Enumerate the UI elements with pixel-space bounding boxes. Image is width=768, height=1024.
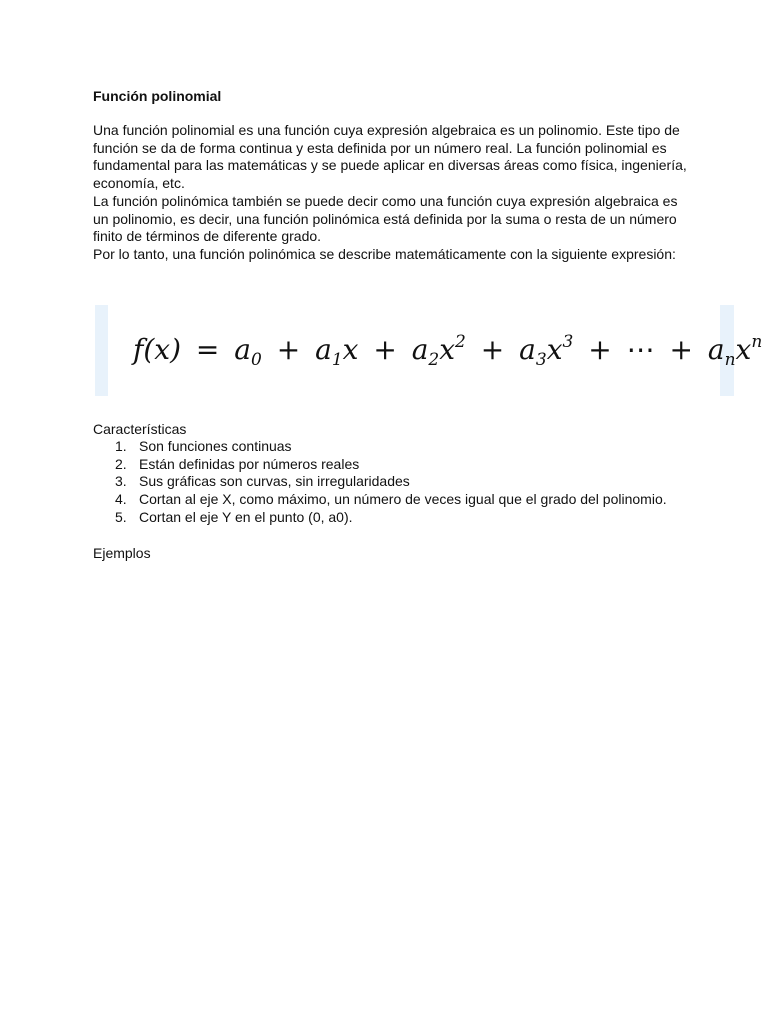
document-title: Función polinomial [93, 88, 222, 104]
formula-plus: + [669, 333, 693, 366]
formula-term-a1x: $a_1x$ [315, 333, 359, 370]
formula-plus: + [588, 333, 612, 366]
paragraph-polynomial-sum: La función polinómica también se puede decir como una función cuya expresión algebraica es un polinomio, es decir, una función polinómica está definida por la suma o resta de un número finito de términos de diferente grado. [93, 192, 678, 245]
paragraph-expression-intro: Por lo tanto, una función polinómica se describe matemáticamente con la siguiente expresión: [93, 245, 676, 262]
list-item: 5. Cortan el eje Y en el punto (0, a0). [115, 508, 353, 525]
characteristics-list [93, 438, 667, 527]
formula-left-bar [95, 305, 108, 396]
formula-lhs: f(x) [133, 333, 182, 366]
formula-term-a3x3: $a_3x^3$ [519, 332, 574, 370]
list-item: 1. Son funciones continuas [115, 438, 292, 454]
formula-plus: + [480, 333, 505, 366]
formula-term-anxn: $a_nx^n$ [707, 332, 763, 370]
intro-text [93, 122, 693, 264]
examples-heading: Ejemplos [93, 545, 151, 561]
formula-plus: + [276, 333, 301, 366]
formula-plus: + [373, 333, 397, 366]
list-item: 2. Están definidas por números reales [115, 455, 360, 472]
list-item: 3. Sus gráficas son curvas, sin irregularidades [115, 473, 410, 490]
list-item: 4. Cortan al eje X, como máximo, un número de veces igual que el grado del polinomio. [115, 491, 667, 508]
formula-equals: = [195, 333, 220, 366]
formula-ellipsis: ⋯ [626, 333, 655, 366]
formula-term-a0: $a_0$ [234, 333, 262, 370]
characteristics-heading: Características [93, 421, 187, 437]
polynomial-formula [133, 332, 762, 368]
formula-term-a2x2: $a_2x^2$ [411, 332, 466, 370]
paragraph-definition: Una función polinomial es una función cuya expresión algebraica es un polinomio. Este tipo de función se da de forma continua y esta definida por un número real. La función polinomial es fundamental para las matemáticas y se puede aplicar en diversas áreas como física, ingeniería, economía, etc. [93, 122, 687, 192]
